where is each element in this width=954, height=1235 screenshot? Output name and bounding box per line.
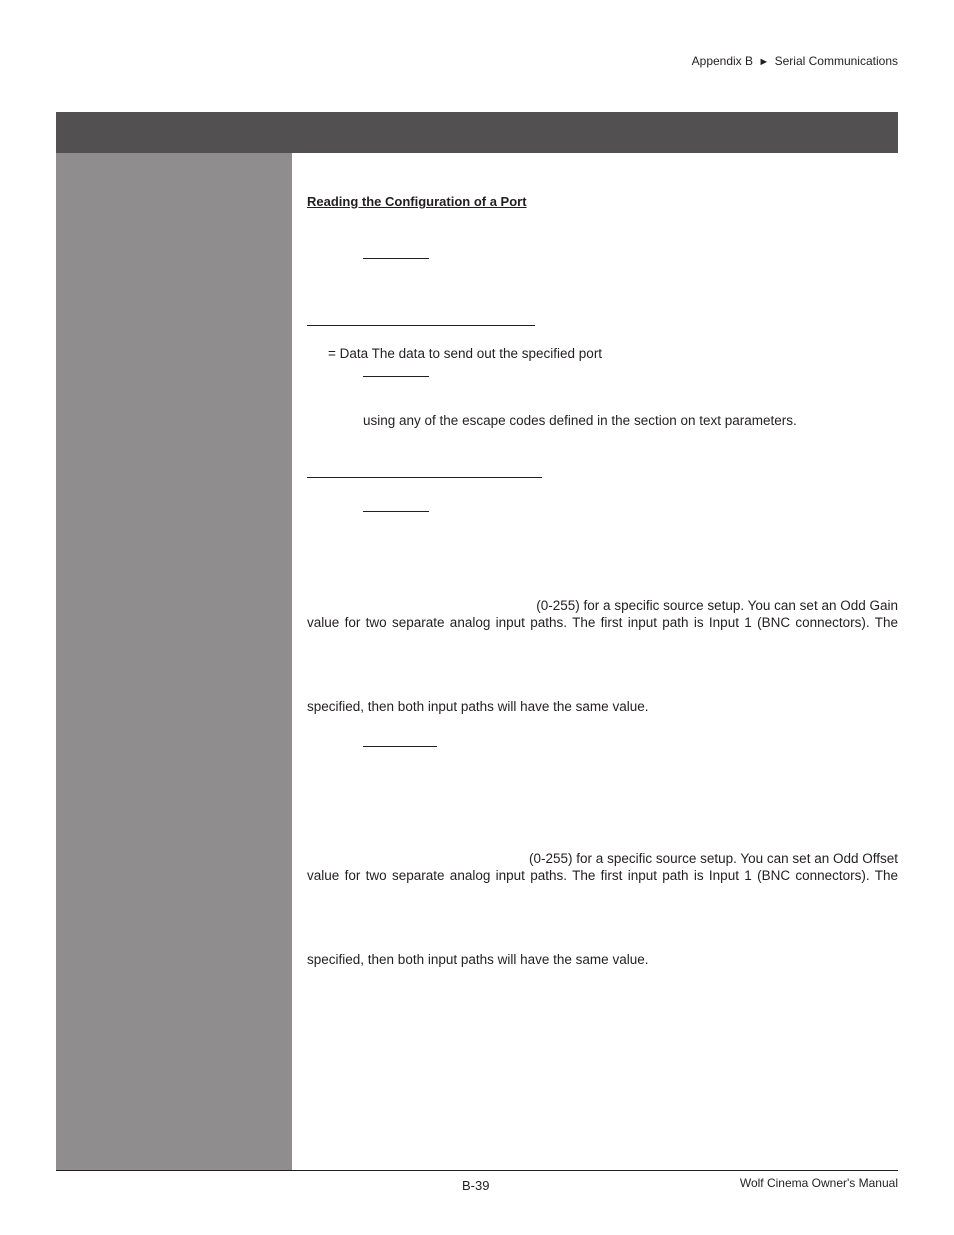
odd-gain-line-2: value for two separate analog input paths. The first input path is Input 1 (BNC connectors). The [307,615,898,630]
sidebar-panel [56,153,292,1170]
section-heading: Reading the Configuration of a Port [307,194,527,209]
odd-gain-line-1: (0-255) for a specific source setup. You can set an Odd Gain [536,598,898,613]
header-section: Appendix B [691,54,754,68]
manual-title: Wolf Cinema Owner's Manual [739,1176,898,1190]
data-parameter-text: = Data The data to send out the specified port [328,346,603,361]
odd-offset-line-3: specified, then both input paths will have the same value. [307,952,649,967]
odd-offset-line-1: (0-255) for a specific source setup. You can set an Odd Offset [529,851,898,866]
escape-codes-text: using any of the escape codes defined in the section on text parameters. [363,413,797,428]
footer-rule [56,1170,898,1171]
underline-rule [363,376,429,377]
header-subsection: Serial Communications [774,54,898,68]
underline-rule [307,325,535,326]
page-number: B-39 [462,1178,490,1193]
title-bar [56,112,898,153]
underline-rule [363,258,429,259]
underline-rule [307,477,542,478]
running-header [692,54,898,68]
underline-rule [363,746,437,747]
header-arrow-icon: ► [758,56,770,68]
odd-gain-line-3: specified, then both input paths will have the same value. [307,699,649,714]
odd-offset-line-2: value for two separate analog input paths. The first input path is Input 1 (BNC connectors). The [307,868,898,883]
underline-rule [363,511,429,512]
